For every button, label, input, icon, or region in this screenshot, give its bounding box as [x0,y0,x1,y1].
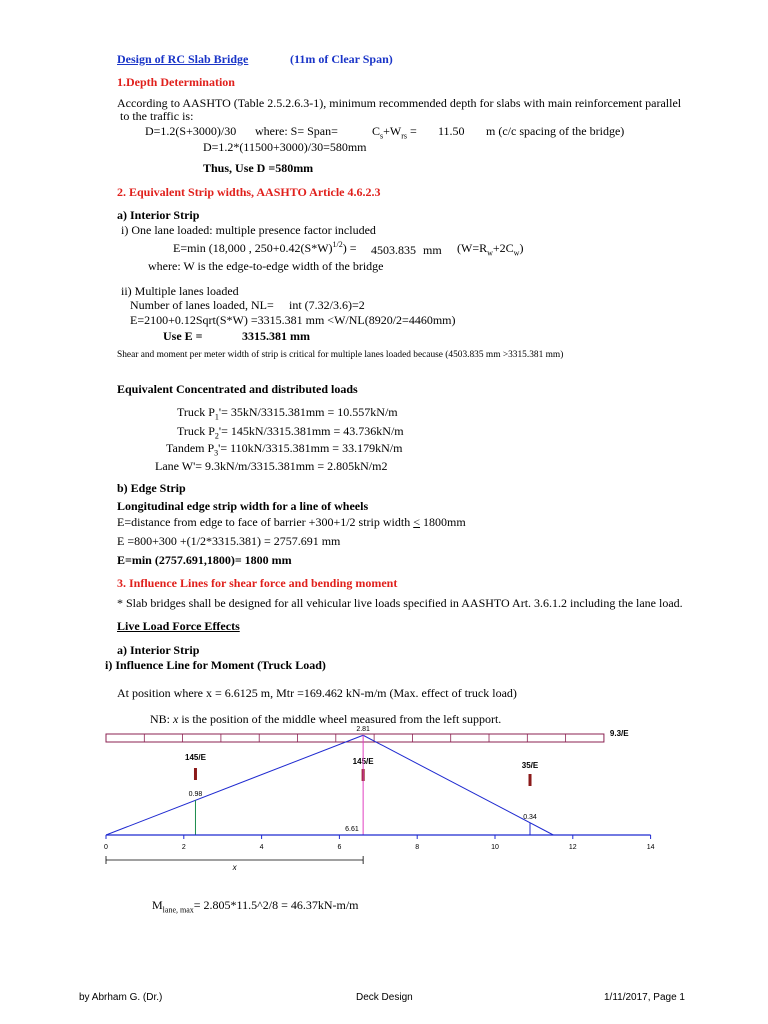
s2-one-lane: i) One lane loaded: multiple presence factor included [121,223,376,237]
load-truck-p2: Truck $P_2'= 145kN/3315.381mm = 43.736kN/m$ [177,424,404,441]
footer-center: Deck Design [356,992,413,1003]
s2-w-definition: $(W=R_w+2C_w)$ [457,241,524,258]
lane-load-label: 9.3/E [609,729,629,738]
s1-span-value: 11.50 [438,124,465,138]
s3-nb: NB: x is the position of the middle wheel measured from the left support. [150,712,502,726]
ordinate-label: 2.81 [356,726,370,734]
s2-note: Shear and moment per meter width of strip is critical for multiple lanes loaded because (4503.835 mm >3315.381 mm) [117,350,564,360]
s1-calc: D=1.2*(11500+3000)/30=580mm [203,140,367,154]
loads-heading: Equivalent Concentrated and distributed loads [117,382,358,396]
s2-use-e-value: 3315.381 mm [242,329,310,343]
s2-nl-value: int (7.32/3.6)=2 [289,298,365,312]
s2-multiple-lanes: ii) Multiple lanes loaded [121,284,239,298]
x-tick-label: 6 [337,844,342,851]
s1-formula: D=1.2(S+3000)/30 [145,124,237,138]
x-tick-label: 2 [181,844,186,851]
edge-result: E=min (2757.691,1800)= 1800 mm [117,553,292,567]
s2-interior-strip: a) Interior Strip [117,208,200,222]
s1-cw: $C_s+W_{rs}$ = [372,124,417,141]
x-dimension-label: x [232,863,237,872]
s2-use-e-label: Use E = [163,329,203,343]
axle-loads [185,753,539,786]
s3-influence-line-heading: i) Influence Line for Moment (Truck Load) [105,658,326,672]
section-1-heading: 1.Depth Determination [117,75,235,89]
x-tick-label: 10 [491,844,499,851]
section-3-heading: 3. Influence Lines for shear force and bending moment [117,576,398,590]
s3-interior-strip: a) Interior Strip [117,643,200,657]
x-tick-label: 0 [104,844,108,851]
s1-para-2: to the traffic is: [120,109,194,123]
s3-position: At position where x = 6.6125 m, Mtr =169.462 kN-m/m (Max. effect of truck load) [117,686,517,700]
s1-span-unit: m (c/c spacing of the bridge) [486,124,625,138]
axle-load-bar [529,774,532,786]
s2-emin-value: 4503.835 [371,243,416,257]
ordinate-label: 0.34 [523,813,537,821]
position-label: 6.61 [345,826,359,833]
section-2-heading: 2. Equivalent Strip widths, AASHTO Article 4.6.2.3 [117,185,381,199]
doc-subtitle: (11m of Clear Span) [290,52,393,66]
s2-emin-unit: mm [423,243,442,257]
load-truck-p1: Truck $P_1'= 35kN/3315.381mm = 10.557kN/m$ [177,405,398,422]
s1-para-1: According to AASHTO (Table 2.5.2.6.3-1), minimum recommended depth for slabs with main reinforcement parallel [117,96,682,110]
ordinate-label: 0.98 [188,791,203,799]
s2-e-multiple: E=2100+0.12Sqrt(S*W) =3315.381 mm <W/NL(8920/2=4460mm) [130,313,456,327]
x-tick-label: 12 [568,844,577,851]
x-tick-label: 8 [415,844,420,851]
ordinates [189,726,537,835]
influence-line-diagram [0,722,768,882]
edge-strip-heading: b) Edge Strip [117,481,186,495]
s2-nl-label: Number of lanes loaded, NL= [130,298,274,312]
x-tick-label: 4 [259,844,264,851]
s3-note: * Slab bridges shall be designed for all vehicular live loads specified in AASHTO Art. 3.6.1.2 including the lane load. [117,596,683,610]
load-tandem-p3: Tandem $P_3'= 110kN/3315.381mm = 33.179kN/m$ [166,441,403,458]
influence-line [106,735,553,835]
s1-where-span: where: S= Span= [255,124,338,138]
x-axis [104,835,655,851]
axle-load-label: 145/E [185,753,206,762]
s2-emin: E=min (18,000 , $250+0.42(S*W)^{1/2}$) = [173,240,357,255]
edge-long-heading: Longitudinal edge strip width for a line of wheels [117,499,369,513]
x-dimension [106,856,363,872]
axle-load-label: 145/E [352,757,374,766]
axle-load-label: 35/E [521,761,539,770]
edge-calc: E =800+300 +(1/2*3315.381) = 2757.691 mm [117,534,341,548]
s1-result: Thus, Use D =580mm [203,161,314,175]
s3-live-load-heading: Live Load Force Effects [117,619,240,633]
m-lane-max: $M_{lane, max}=$ 2.805*11.5^2/8 = 46.37kN-m/m [152,898,359,915]
x-tick-label: 14 [646,844,655,851]
doc-title: Design of RC Slab Bridge [117,52,249,66]
footer-date-page: 1/11/2017, Page 1 [604,992,685,1003]
edge-definition: E=distance from edge to face of barrier +300+1/2 strip width < 1800mm [117,515,466,529]
footer-author: by Abrham G. (Dr.) [79,992,163,1003]
influence-line-segment [106,735,363,835]
load-lane: Lane W'= 9.3kN/m/3315.381mm = 2.805kN/m2 [155,459,388,473]
axle-load-bar [194,768,197,780]
s2-where: where: W is the edge-to-edge width of the bridge [148,259,384,273]
